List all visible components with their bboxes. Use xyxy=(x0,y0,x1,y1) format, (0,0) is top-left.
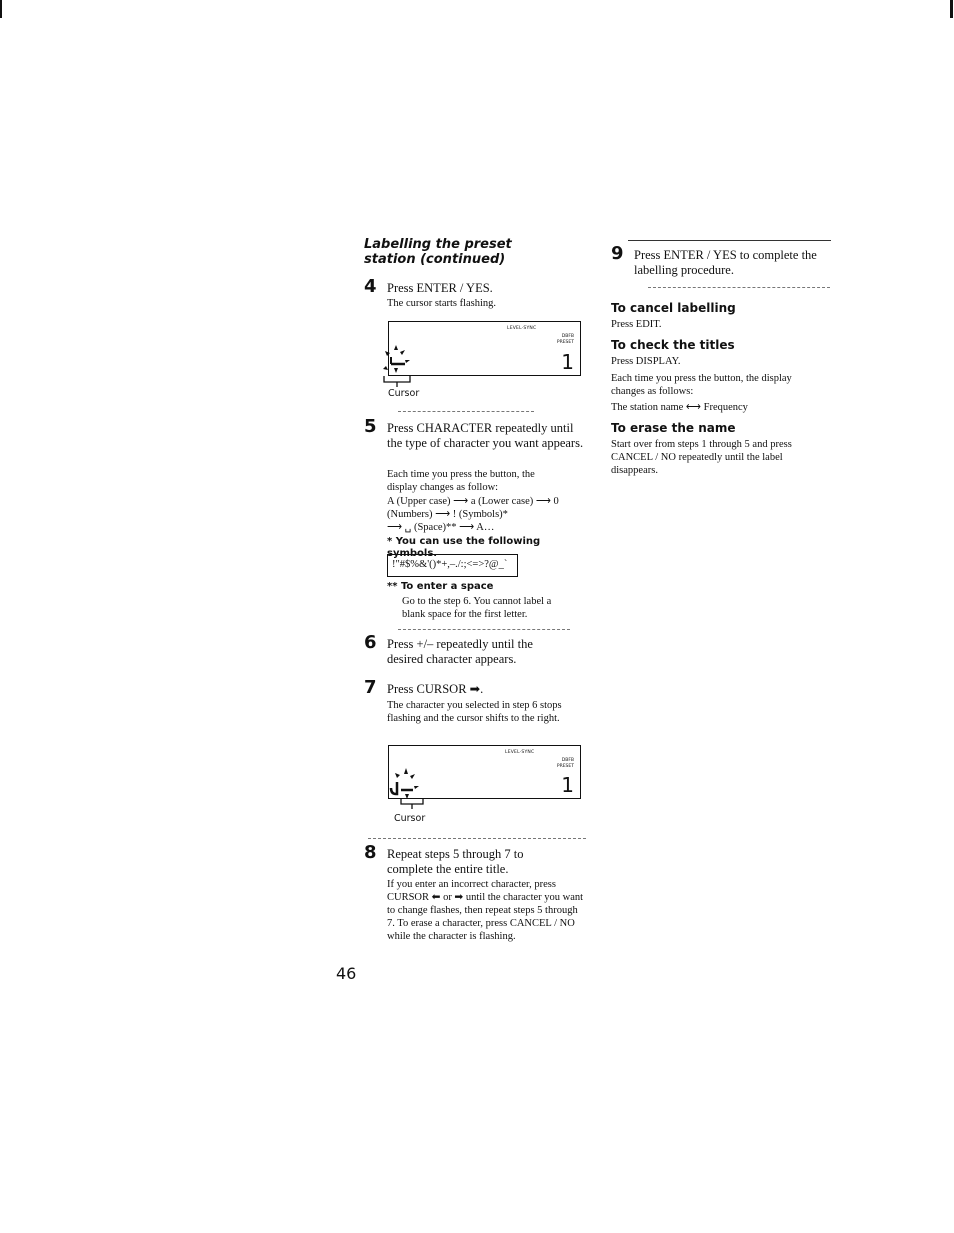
step-6-title: Press +/– repeatedly until the desired character appears. xyxy=(387,637,533,666)
cancel-labelling-heading: To cancel labelling xyxy=(611,301,736,315)
preset-label: PRESET xyxy=(556,764,574,769)
divider xyxy=(398,629,570,630)
preset-label: PRESET xyxy=(556,340,574,345)
check-titles-text-1: Press DISPLAY. xyxy=(611,356,681,367)
cancel-labelling-text: Press EDIT. xyxy=(611,319,662,330)
space-note-title: ** To enter a space xyxy=(387,581,494,592)
cursor-bracket-icon xyxy=(382,376,414,388)
step-number-5: 5 xyxy=(364,416,377,437)
step-number-9: 9 xyxy=(611,243,624,264)
dbfb-label: DBFB xyxy=(561,758,574,763)
section-heading: Labelling the preset station (continued) xyxy=(364,237,512,267)
step-5-note: Each time you press the button, the display changes as follow: xyxy=(387,469,535,493)
step-7-title: Press CURSOR ➡. xyxy=(387,682,484,696)
divider xyxy=(648,287,830,288)
step-5-sequence-line-1: A (Upper case) ⟶ a (Lower case) ⟶ 0 xyxy=(387,496,559,507)
scan-edge-mark xyxy=(0,0,2,18)
cursor-bracket-icon xyxy=(399,798,429,810)
display-illustration-2 xyxy=(388,745,581,799)
cursor-caption-1: Cursor xyxy=(388,388,420,399)
page-number: 46 xyxy=(336,964,357,983)
level-sync-label: LEVEL·SYNC xyxy=(505,750,535,755)
step-9-title: Press ENTER / YES to complete the labelling procedure. xyxy=(634,248,817,277)
scan-edge-mark xyxy=(950,0,953,18)
check-titles-text-2: Each time you press the button, the display changes as follows: xyxy=(611,373,792,397)
divider xyxy=(628,240,831,241)
step-8-note: If you enter an incorrect character, press CURSOR ⬅ or ➡ until the character you want to change flashes, then repeat steps 5 through 7. To erase a character, press CANCEL / NO while the character is flashing. xyxy=(387,879,584,942)
space-note: Go to the step 6. You cannot label a blank space for the first letter. xyxy=(402,596,552,620)
step-7-note: The character you selected in step 6 stops flashing and the cursor shifts to the right. xyxy=(387,700,562,724)
level-sync-label: LEVEL·SYNC xyxy=(507,326,537,331)
step-4-title: Press ENTER / YES. xyxy=(387,281,493,295)
step-5-sequence-line-2: (Numbers) ⟶ ! (Symbols)* xyxy=(387,509,508,520)
cursor-caption-2: Cursor xyxy=(394,813,426,824)
step-number-4: 4 xyxy=(364,276,377,297)
step-number-8: 8 xyxy=(364,842,377,863)
check-titles-heading: To check the titles xyxy=(611,338,735,352)
step-8-title: Repeat steps 5 through 7 to complete the entire title. xyxy=(387,847,524,876)
step-5-title: Press CHARACTER repeatedly until the type of character you want appears. xyxy=(387,421,584,450)
preset-digit: 1 xyxy=(561,773,574,797)
step-4-note: The cursor starts flashing. xyxy=(387,298,497,309)
step-number-7: 7 xyxy=(364,677,377,698)
symbols-note: * You can use the following symbols. xyxy=(387,536,541,559)
divider xyxy=(368,838,586,839)
erase-name-heading: To erase the name xyxy=(611,421,736,435)
dbfb-label: DBFB xyxy=(561,334,574,339)
erase-name-text: Start over from steps 1 through 5 and press CANCEL / NO repeatedly until the label disappears. xyxy=(611,439,792,476)
step-number-6: 6 xyxy=(364,632,377,653)
symbols-box: !"#$%&'()*+,–./:;<=>?@_` xyxy=(387,554,518,577)
step-5-sequence-line-3: ⟶ ␣ (Space)** ⟶ A… xyxy=(387,522,495,533)
preset-digit: 1 xyxy=(561,350,574,374)
check-titles-text-3: The station name ⟷ Frequency xyxy=(611,402,748,413)
divider xyxy=(398,411,534,412)
display-illustration-1 xyxy=(388,321,581,376)
